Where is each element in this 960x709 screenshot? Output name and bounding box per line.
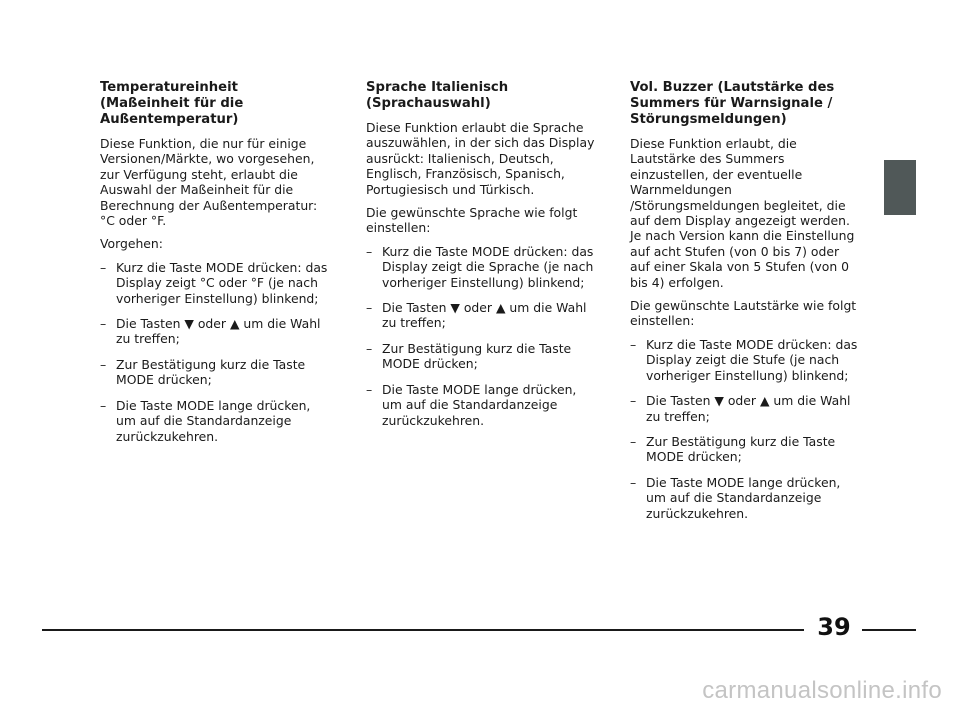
dash-bullet: – <box>630 474 637 490</box>
section-paragraph: Diese Funktion erlaubt, die Lautstärke des Summers einzustellen, der eventuelle Warnmeldungen /Störungsmeldungen begleitet, die auf dem Display angezeigt werden. Je nach Version kann die Einstellung auf acht Stufen (von 0 bis 7) oder auf einer Skala von 5 Stufen (von 0 bis 4) erfolgen. <box>630 136 855 290</box>
dash-bullet: – <box>100 316 107 332</box>
section-paragraph: Die gewünschte Lautstärke wie folgt einstellen: <box>630 298 857 329</box>
list-item: – Die Tasten ▼ oder ▲ um die Wahl zu treffen; <box>366 300 587 331</box>
dash-bullet: – <box>366 340 373 356</box>
list-item: – Die Tasten ▼ oder ▲ um die Wahl zu treffen; <box>630 393 851 424</box>
list-item: – Kurz die Taste MODE drücken: das Display zeigt die Stufe (je nach vorheriger Einstellung) blinkend; <box>630 336 858 383</box>
list-item: – Kurz die Taste MODE drücken: das Display zeigt die Sprache (je nach vorheriger Einstellung) blinkend; <box>366 243 594 290</box>
footer-rule-right <box>862 629 916 631</box>
list-item: – Zur Bestätigung kurz die Taste MODE drücken; <box>630 433 836 465</box>
list-item: – Kurz die Taste MODE drücken: das Display zeigt °C oder °F (je nach vorheriger Einstellung) blinkend; <box>100 259 328 306</box>
list-item: – Zur Bestätigung kurz die Taste MODE drücken; <box>100 356 306 388</box>
section-paragraph: Die gewünschte Sprache wie folgt einstellen: <box>366 205 578 236</box>
dash-bullet: – <box>100 259 107 275</box>
dash-bullet: – <box>366 381 373 397</box>
dash-bullet: – <box>630 393 637 409</box>
dash-bullet: – <box>100 397 107 413</box>
column-buzzer-volume <box>630 80 862 531</box>
chapter-tab-marker <box>884 160 916 215</box>
list-item: – Zur Bestätigung kurz die Taste MODE drücken; <box>366 340 572 372</box>
dash-bullet: – <box>630 336 637 352</box>
dash-bullet: – <box>630 433 637 449</box>
list-item: – Die Taste MODE lange drücken, um auf die Standardanzeige zurückzukehren. <box>366 381 577 428</box>
list-item: – Die Taste MODE lange drücken, um auf die Standardanzeige zurückzukehren. <box>100 397 311 444</box>
section-heading: Temperatureinheit (Maßeinheit für die Außentemperatur) <box>100 80 244 127</box>
list-item: – Die Taste MODE lange drücken, um auf die Standardanzeige zurückzukehren. <box>630 474 841 521</box>
section-paragraph: Diese Funktion, die nur für einige Versionen/Märkte, wo vorgesehen, zur Verfügung steht, erlaubt die Auswahl der Maßeinheit für die Berechnung der Außentemperatur: °C oder °F. <box>100 136 318 229</box>
dash-bullet: – <box>366 243 373 259</box>
list-item: – Die Tasten ▼ oder ▲ um die Wahl zu treffen; <box>100 316 321 347</box>
dash-bullet: – <box>100 356 107 372</box>
column-language <box>366 80 598 438</box>
page-number: 39 <box>817 613 851 641</box>
watermark-text: carmanualsonline.info <box>702 677 942 704</box>
section-paragraph: Diese Funktion erlaubt die Sprache auszuwählen, in der sich das Display ausrückt: Italienisch, Deutsch, Englisch, Französisch, Spanisch, Portugiesisch und Türkisch. <box>366 120 595 197</box>
column-temperature-unit <box>100 80 332 454</box>
section-heading: Vol. Buzzer (Lautstärke des Summers für Warnsignale / Störungsmeldungen) <box>630 80 835 127</box>
footer-rule-left <box>42 629 804 631</box>
section-heading: Sprache Italienisch (Sprachauswahl) <box>366 80 509 111</box>
dash-bullet: – <box>366 300 373 316</box>
section-paragraph: Vorgehen: <box>100 236 163 252</box>
